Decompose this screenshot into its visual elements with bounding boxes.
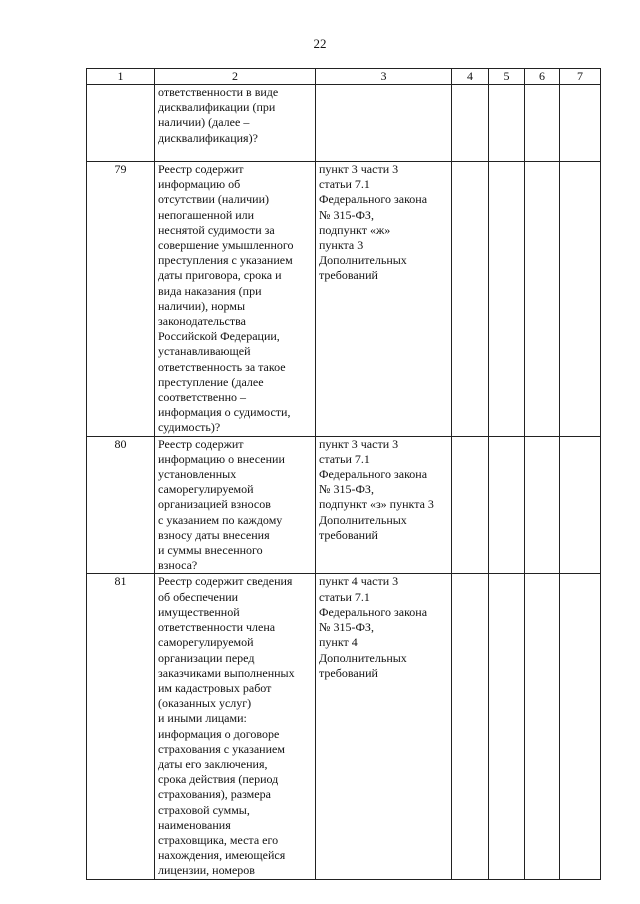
legal-reference	[316, 85, 452, 162]
answer-cell	[560, 574, 601, 879]
row-number	[87, 85, 155, 162]
answer-cell	[560, 436, 601, 574]
answer-cell	[560, 162, 601, 437]
answer-cell	[452, 574, 489, 879]
table-row	[87, 85, 601, 162]
table-row	[87, 574, 601, 879]
answer-cell	[489, 574, 525, 879]
question-text: Реестр содержит информацию о внесении установленных саморегулируемой организацией взносов с указанием по каждому взносу даты внесения и суммы внесенного взноса?	[155, 436, 316, 574]
answer-cell	[489, 162, 525, 437]
table-header-row	[87, 69, 601, 85]
column-header: 4	[452, 69, 489, 85]
answer-cell	[525, 574, 560, 879]
question-text: Реестр содержит информацию об отсутствии (наличии) непогашенной или неснятой судимости за совершение умышленного преступления с указанием даты приговора, срока и вида наказания (при наличии), нормы законодательства Российской Федерации, устанавливающей ответственность за такое преступление (далее соответственно – информация о судимости, судимость)?	[155, 162, 316, 437]
answer-cell	[525, 85, 560, 162]
column-header: 2	[155, 69, 316, 85]
answer-cell	[489, 436, 525, 574]
column-header: 1	[87, 69, 155, 85]
row-number: 79	[87, 162, 155, 437]
answer-cell	[489, 85, 525, 162]
answer-cell	[560, 85, 601, 162]
table-row	[87, 436, 601, 574]
column-header: 6	[525, 69, 560, 85]
answer-cell	[525, 436, 560, 574]
question-text: Реестр содержит сведения об обеспечении имущественной ответственности члена саморегулируемой организации перед заказчиками выполненных им кадастровых работ (оказанных услуг) и иными лицами: информация о договоре страхования с указанием даты его заключения, срока действия (период страхования), размера страховой суммы, наименования страховщика, места его нахождения, имеющейся лицензии, номеров	[155, 574, 316, 879]
column-header: 3	[316, 69, 452, 85]
column-header: 7	[560, 69, 601, 85]
question-text: ответственности в виде дисквалификации (при наличии) (далее – дисквалификация)?	[155, 85, 316, 162]
answer-cell	[452, 85, 489, 162]
column-header: 5	[489, 69, 525, 85]
table-row	[87, 162, 601, 437]
legal-reference: пункт 3 части 3 статьи 7.1 Федерального закона № 315-ФЗ, подпункт «з» пункта 3 Дополнительных требований	[316, 436, 452, 574]
row-number: 80	[87, 436, 155, 574]
legal-reference: пункт 4 части 3 статьи 7.1 Федерального закона № 315-ФЗ, пункт 4 Дополнительных требований	[316, 574, 452, 879]
answer-cell	[525, 162, 560, 437]
page-number: 22	[313, 36, 327, 51]
legal-reference: пункт 3 части 3 статьи 7.1 Федерального закона № 315-ФЗ, подпункт «ж» пункта 3 Дополнительных требований	[316, 162, 452, 437]
answer-cell	[452, 162, 489, 437]
row-number: 81	[87, 574, 155, 879]
requirements-table	[86, 68, 601, 880]
answer-cell	[452, 436, 489, 574]
